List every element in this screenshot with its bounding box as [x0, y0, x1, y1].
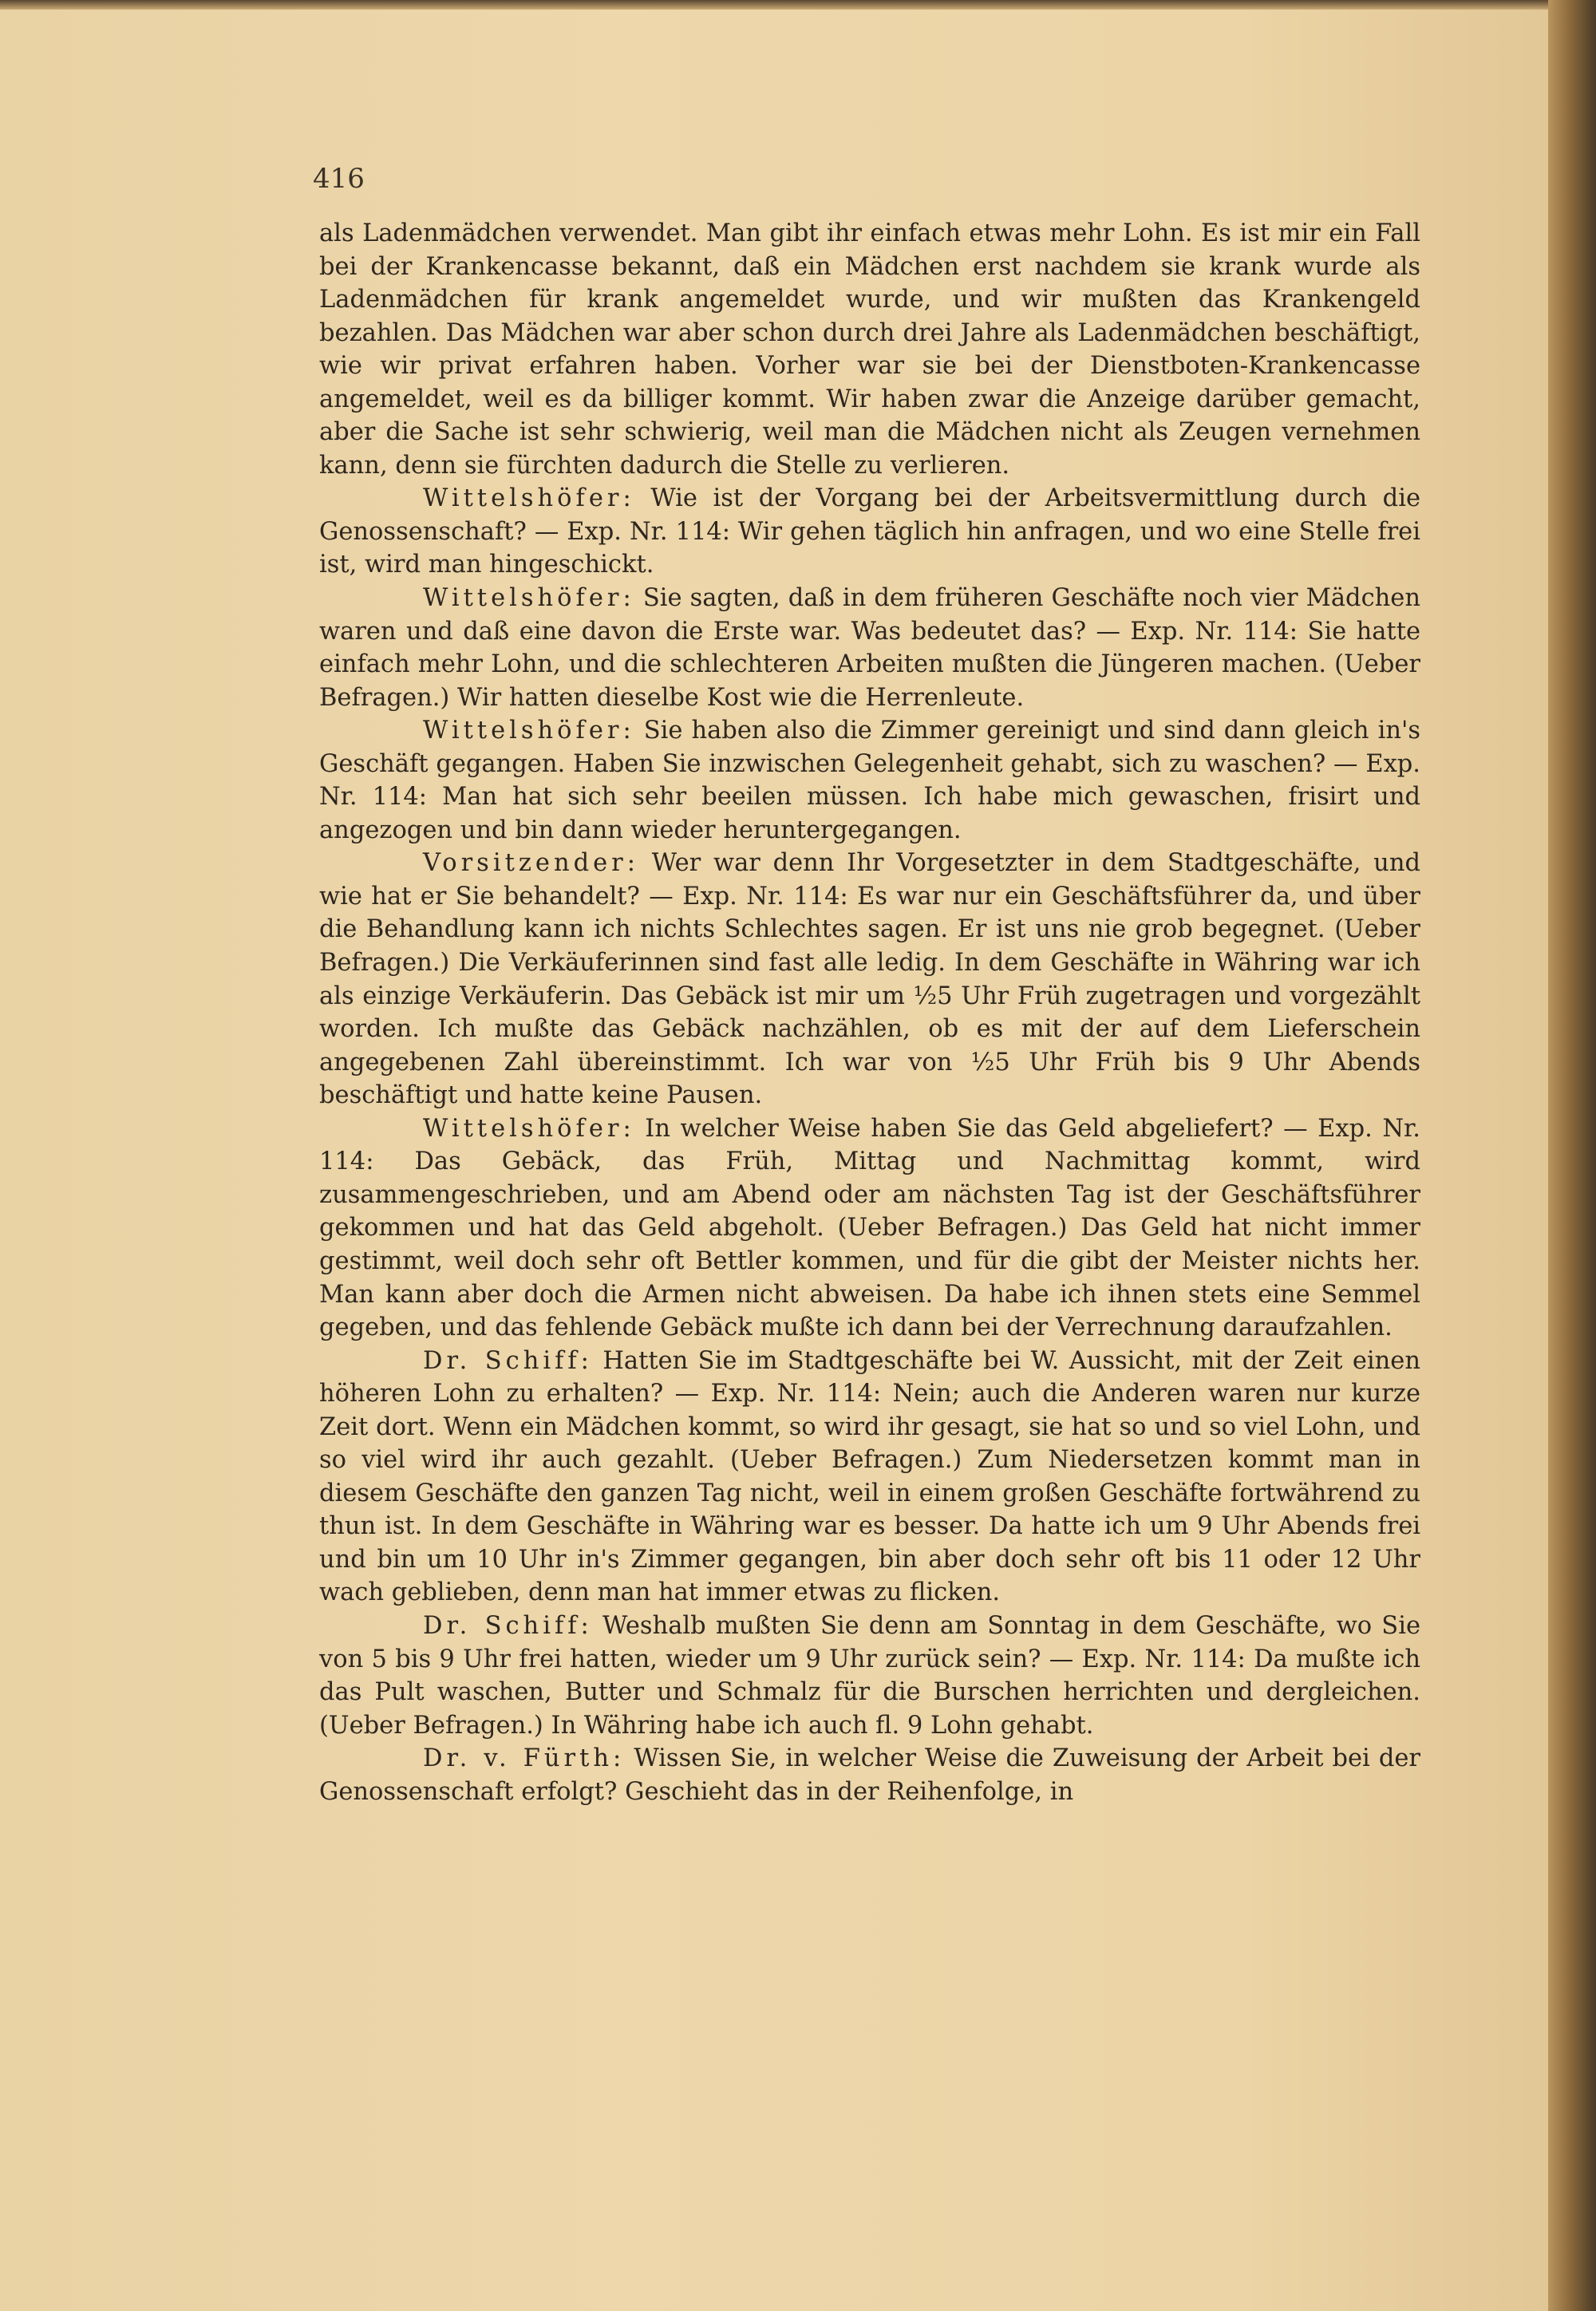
paragraph-9: [319, 1742, 1420, 1808]
speaker-name: Wittelshöfer:: [423, 1114, 635, 1143]
paragraph-text: Sie sagten, daß in dem früheren Geschäfte noch vier Mädchen waren und daß eine davon die Erste war. Was bedeutet das? — Exp. Nr. 114: Sie hatte einfach mehr Lohn, und die schlechteren Arbeiten mußten die Jüngeren machen. (Ueber Befragen.) Wir hatten dieselbe Kost wie die Herrenleute.: [319, 584, 1421, 712]
speaker-name: Dr. Schiff:: [423, 1346, 593, 1375]
paragraph-text: Wer war denn Ihr Vorgesetzter in dem Stadtgeschäfte, und wie hat er Sie behandelt? — Exp. Nr. 114: Es war nur ein Geschäftsführer da, und über die Behandlung kann ich nichts Schlechtes sagen. Er ist uns nie grob begegnet. (Ueber Befragen.) Die Verkäuferinnen sind fast alle ledig. In dem Geschäfte in Währing war ich als einzige Verkäuferin. Das Gebäck ist mir um ½5 Uhr Früh zugetragen und vorgezählt worden. Ich mußte das Gebäck nachzählen, ob es mit der auf dem Lieferschein angegebenen Zahl übereinstimmt. Ich war von ½5 Uhr Früh bis 9 Uhr Abends beschäftigt und hatte keine Pausen.: [319, 849, 1420, 1110]
paragraph-text: In welcher Weise haben Sie das Geld abgeliefert? — Exp. Nr. 114: Das Gebäck, das Früh, Mittag und Nachmittag kommt, wird zusammengeschrieben, und am Abend oder am nächsten Tag ist der Geschäftsführer gekommen und hat das Geld abgeholt. (Ueber Befragen.) Das Geld hat nicht immer gestimmt, weil doch sehr oft Bettler kommen, und für die gibt der Meister nichts her. Man kann aber doch die Armen nicht abweisen. Da habe ich ihnen stets eine Semmel gegeben, und das fehlende Gebäck mußte ich dann bei der Verrechnung daraufzahlen.: [319, 1114, 1420, 1342]
paragraph-text: Sie haben also die Zimmer gereinigt und sind dann gleich in's Geschäft gegangen. Haben Sie inzwischen Gelegenheit gehabt, sich zu waschen? — Exp. Nr. 114: Man hat sich sehr beeilen müssen. Ich habe mich gewaschen, frisirt und angezogen und bin dann wieder heruntergegangen.: [319, 717, 1421, 844]
speaker-name: Wittelshöfer:: [423, 717, 635, 745]
page-top-edge: [0, 0, 1548, 10]
paragraph-4: [319, 714, 1420, 847]
paragraph-1: [319, 217, 1420, 482]
speaker-name: Dr. Schiff:: [423, 1611, 593, 1640]
body-text: [319, 217, 1420, 1808]
paragraph-text: Hatten Sie im Stadtgeschäfte bei W. Aussicht, mit der Zeit einen höheren Lohn zu erhalten? — Exp. Nr. 114: Nein; auch die Anderen waren nur kurze Zeit dort. Wenn ein Mädchen kommt, so wird ihr gesagt, sie hat so und so viel Lohn, und so viel wird ihr auch gezahlt. (Ueber Befragen.) Zum Niedersetzen kommt man in diesem Geschäfte den ganzen Tag nicht, weil in einem großen Geschäfte fortwährend zu thun ist. In dem Geschäfte in Währing war es besser. Da hatte ich um 9 Uhr Abends frei und bin um 10 Uhr in's Zimmer gegangen, bin aber doch sehr oft bis 11 oder 12 Uhr wach geblieben, denn man hat immer etwas zu flicken.: [319, 1346, 1420, 1607]
paragraph-text: Weshalb mußten Sie denn am Sonntag in dem Geschäfte, wo Sie von 5 bis 9 Uhr frei hatten, wieder um 9 Uhr zurück sein? — Exp. Nr. 114: Da mußte ich das Pult waschen, Butter und Schmalz für die Burschen herrichten und dergleichen. (Ueber Befragen.) In Währing habe ich auch fl. 9 Lohn gehabt.: [319, 1611, 1420, 1740]
book-spine-edge: [1548, 0, 1596, 2311]
paragraph-5: [319, 847, 1420, 1112]
paragraph-text: Wie ist der Vorgang bei der Arbeitsvermittlung durch die Genossenschaft? — Exp. Nr. 114: Wir gehen täglich hin anfragen, und wo eine Stelle frei ist, wird man hingeschickt.: [319, 484, 1420, 579]
paragraph-text: Wissen Sie, in welcher Weise die Zuweisung der Arbeit bei der Genossenschaft erfolgt? Geschieht das in der Reihenfolge, in: [319, 1744, 1420, 1806]
speaker-name: Vorsitzender:: [423, 849, 640, 878]
speaker-name: Wittelshöfer:: [423, 584, 635, 613]
paragraph-2: [319, 482, 1420, 582]
speaker-name: Dr. v. Fürth:: [423, 1744, 626, 1773]
paragraph-8: [319, 1610, 1420, 1742]
paragraph-3: [319, 582, 1420, 714]
paragraph-6: [319, 1112, 1420, 1345]
paragraph-text: als Ladenmädchen verwendet. Man gibt ihr einfach etwas mehr Lohn. Es ist mir ein Fall bei der Krankencasse bekannt, daß ein Mädchen erst nachdem sie krank wurde als Ladenmädchen für krank angemeldet wurde, und wir mußten das Krankengeld bezahlen. Das Mädchen war aber schon durch drei Jahre als Ladenmädchen beschäftigt, wie wir privat erfahren haben. Vorher war sie bei der Dienstboten-Krankencasse angemeldet, weil es da billiger kommt. Wir haben zwar die Anzeige darüber gemacht, aber die Sache ist sehr schwierig, weil man die Mädchen nicht als Zeugen vernehmen kann, denn sie fürchten dadurch die Stelle zu verlieren.: [319, 219, 1420, 480]
page-number: 416: [313, 163, 365, 195]
speaker-name: Wittelshöfer:: [423, 484, 635, 513]
paragraph-7: [319, 1345, 1420, 1610]
